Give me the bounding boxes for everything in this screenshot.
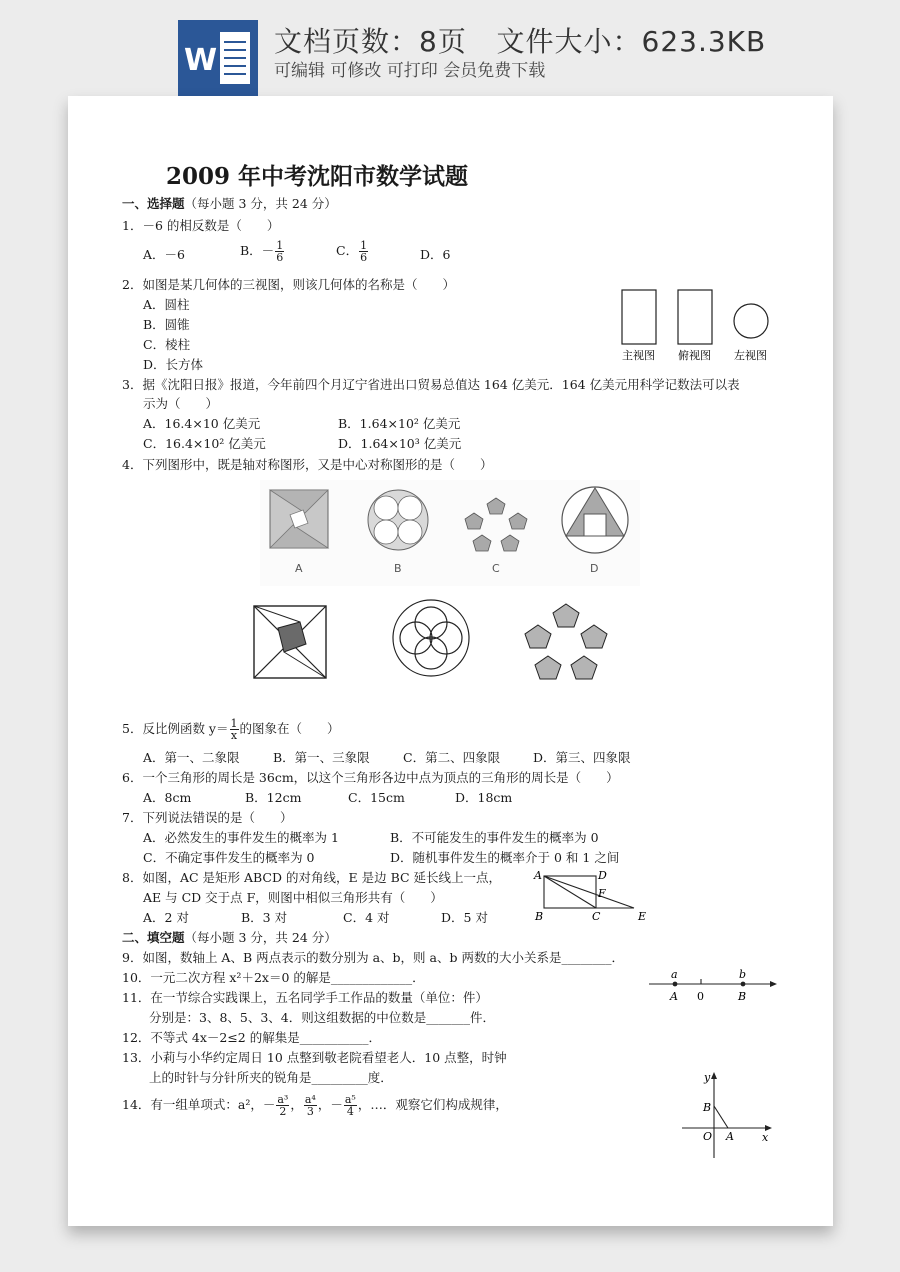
numline-zero: 0	[697, 990, 704, 1003]
banner-title: 文档页数：8页 文件大小：623.3KB	[274, 25, 767, 58]
question-14: 14．有一组单项式：a²，－ $\frac{\text{a³}}{2}$ ， $\frac{\text{a⁴}}{3}$ ，－ $\frac{\text{a⁵}}{4}$ ，…．观察它们构成规律，	[122, 1093, 508, 1118]
figure-label-a: A	[295, 562, 303, 575]
q7-option-b: B．不可能发生的事件发生的概率为 0	[390, 830, 599, 845]
question-11-line1: 11．在一节综合实践课上，五名同学手工作品的数量（单位：件）	[122, 990, 488, 1005]
q3-option-c: C．16.4×10² 亿美元	[143, 436, 266, 451]
rectangle-abcd-figure	[530, 866, 655, 926]
q3-option-d: D．1.64×10³ 亿美元	[338, 436, 462, 451]
question-7: 7．下列说法错误的是（ ）	[122, 810, 293, 825]
q7-option-c: C．不确定事件发生的概率为 0	[143, 850, 315, 865]
figure-a-pinwheel-square	[270, 490, 328, 548]
question-10: 10．一元二次方程 x²＋2x＝0 的解是_____________．	[122, 970, 425, 985]
figure-label-d: D	[590, 562, 599, 575]
front-view-rect	[622, 290, 656, 344]
word-icon-letter: W	[184, 43, 218, 78]
question-11-line2: 分别是：3、8、5、3、4．则这组数据的中位数是_______件．	[149, 1010, 496, 1025]
q5-option-a: A．第一、二象限	[143, 750, 240, 765]
large-square-pinwheel	[254, 606, 326, 678]
q4-large-figures	[248, 596, 618, 688]
question-8-line1: 8．如图，AC 是矩形 ABCD 的对角线，E 是边 BC 延长线上一点，	[122, 870, 502, 885]
figure-d-circle-triangle-square	[562, 487, 628, 553]
q6-option-c: C．15cm	[348, 790, 405, 805]
figure-label-c: C	[492, 562, 500, 575]
coordinate-axes-figure	[676, 1066, 776, 1162]
question-4: 4．下列图形中，既是轴对称图形，又是中心对称图形的是（ ）	[122, 457, 493, 472]
q5-option-b: B．第一、三象限	[273, 750, 370, 765]
q5-option-c: C．第二、四象限	[403, 750, 501, 765]
q8-option-d: D．5 对	[441, 910, 488, 925]
pt-F: F	[598, 887, 606, 900]
origin-label: O	[703, 1130, 713, 1143]
point-A-label: A	[726, 1130, 734, 1143]
label-front-view: 主视图	[622, 349, 655, 362]
figure-label-b: B	[394, 562, 402, 575]
question-1: 1．－6 的相反数是（ ）	[122, 218, 280, 233]
q8-option-b: B．3 对	[241, 910, 288, 925]
question-13-line2: 上的时针与分针所夹的锐角是_________度．	[149, 1070, 393, 1085]
question-5: 5．反比例函数 y＝ $\frac{1}{x}$ 的图象在（ ）	[122, 717, 340, 742]
numline-point-B: B	[738, 990, 747, 1003]
question-12: 12．不等式 4x－2≤2 的解集是___________．	[122, 1030, 381, 1045]
pt-E: E	[638, 910, 647, 923]
numline-label-a: a	[671, 968, 678, 981]
three-view-figure	[612, 284, 782, 368]
pt-D: D	[598, 869, 607, 882]
q2-option-b: B．圆锥	[143, 317, 190, 332]
question-9: 9．如图，数轴上 A、B 两点表示的数分别为 a、b，则 a、b 两数的大小关系是________．	[122, 950, 624, 965]
section-header-fill: 二、填空题（每小题 3 分，共 24 分）	[122, 930, 337, 945]
point-B-label: B	[703, 1101, 712, 1114]
exam-title: 2009 年中考沈阳市数学试题	[166, 163, 469, 190]
q8-option-a: A．2 对	[143, 910, 189, 925]
q6-option-b: B．12cm	[245, 790, 302, 805]
q7-option-d: D．随机事件发生的概率介于 0 和 1 之间	[390, 850, 620, 865]
q6-option-d: D．18cm	[455, 790, 513, 805]
top-view-rect	[678, 290, 712, 344]
q3-option-a: A．16.4×10 亿美元	[143, 416, 261, 431]
q2-option-d: D．长方体	[143, 357, 204, 372]
axis-x-label: x	[762, 1131, 769, 1144]
q6-option-a: A．8cm	[143, 790, 192, 805]
large-overlapping-circles	[393, 600, 469, 676]
label-left-view: 左视图	[734, 349, 767, 362]
q7-option-a: A．必然发生的事件发生的概率为 1	[143, 830, 339, 845]
q2-option-a: A．圆柱	[143, 297, 190, 312]
banner-subtitle: 可编辑 可修改 可打印 会员免费下载	[274, 61, 546, 81]
pt-B: B	[535, 910, 544, 923]
pt-A: A	[534, 869, 542, 882]
q3-option-b: B．1.64×10² 亿美元	[338, 416, 461, 431]
figure-b-four-petal-circle	[368, 490, 428, 550]
numline-label-b: b	[739, 968, 747, 981]
q1-option-b: B．－ $\frac{1}{6}$	[240, 239, 284, 264]
document-banner	[0, 0, 900, 96]
label-top-view: 俯视图	[678, 349, 711, 362]
numline-point-A: A	[670, 990, 678, 1003]
q1-option-a: A．－6	[143, 247, 185, 262]
q4-option-figures	[260, 480, 640, 586]
pt-C: C	[592, 910, 601, 923]
question-13-line1: 13．小莉与小华约定周日 10 点整到敬老院看望老人．10 点整，时钟	[122, 1050, 507, 1065]
question-3-line1: 3．据《沈阳日报》报道，今年前四个月辽宁省进出口贸易总值达 164 亿美元．164 亿美元用科学记数法可以表	[122, 377, 740, 392]
question-6: 6．一个三角形的周长是 36cm，以这个三角形各边中点为顶点的三角形的周长是（ ）	[122, 770, 619, 785]
question-3-line2: 示为（ ）	[143, 396, 219, 411]
section-header-choice: 一、选择题（每小题 3 分，共 24 分）	[122, 196, 337, 211]
number-line-figure	[645, 966, 780, 1006]
q8-option-c: C．4 对	[343, 910, 390, 925]
q1-option-c: C． $\frac{1}{6}$	[336, 239, 368, 264]
left-view-circle	[734, 304, 768, 338]
question-2: 2．如图是某几何体的三视图，则该几何体的名称是（ ）	[122, 277, 455, 292]
word-document-icon	[178, 20, 258, 96]
axis-y-label: y	[704, 1071, 711, 1084]
q1-option-d: D．6	[420, 247, 451, 262]
question-8-line2: AE 与 CD 交于点 F，则图中相似三角形共有（ ）	[143, 890, 443, 905]
large-pentagon-ring	[525, 604, 607, 679]
q5-option-d: D．第三、四象限	[533, 750, 631, 765]
q2-option-c: C．棱柱	[143, 337, 191, 352]
